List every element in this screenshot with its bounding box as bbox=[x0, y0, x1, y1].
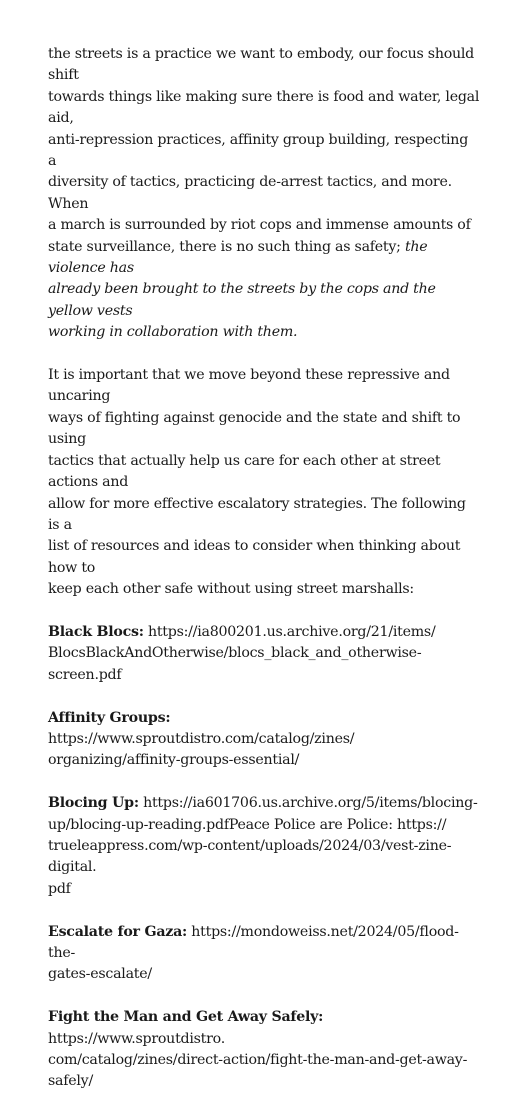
resource-label: Black Blocs: bbox=[48, 623, 144, 640]
resource-affinity-groups bbox=[48, 708, 480, 772]
resource-link[interactable]: pdf bbox=[48, 880, 71, 897]
resource-link[interactable]: https://mondoweiss.net/2024/05/flood-the- bbox=[48, 923, 459, 961]
text-line: anti-repression practices, affinity group building, respecting a bbox=[48, 131, 469, 170]
resource-link[interactable]: safely/ bbox=[48, 1073, 93, 1090]
resource-label: Fight the Man and Get Away Safely: bbox=[48, 1009, 324, 1026]
text-line: towards things like making sure there is food and water, legal aid, bbox=[48, 88, 480, 127]
resource-link[interactable]: https://ia800201.us.archive.org/21/items/ bbox=[143, 623, 436, 640]
text-line: tactics that actually help us care for each other at street actions and bbox=[48, 452, 441, 491]
text-line: diversity of tactics, practicing de-arrest tactics, and more. When bbox=[48, 174, 452, 212]
text-line: allow for more effective escalatory strategies. The following is a bbox=[48, 495, 466, 533]
text-line: a march is surrounded by riot cops and immense amounts of bbox=[48, 217, 471, 234]
paragraph-marshalls-focus bbox=[48, 44, 480, 344]
text-line: ways of fighting against genocide and the state and shift to using bbox=[48, 409, 461, 448]
resource-link[interactable]: organizing/affinity-groups-essential/ bbox=[48, 752, 300, 769]
resource-label: Escalate for Gaza: bbox=[48, 923, 188, 940]
resource-link[interactable]: BlocsBlackAndOtherwise/blocs_black_and_otherwise-screen.pdf bbox=[48, 645, 422, 683]
resource-escalate-for-gaza bbox=[48, 922, 480, 986]
text-line: the streets is a practice we want to embody, our focus should shift bbox=[48, 46, 475, 84]
resource-blocing-up bbox=[48, 793, 480, 900]
italic-text: the violence has bbox=[48, 238, 428, 277]
resource-black-blocs bbox=[48, 622, 480, 686]
resource-link[interactable]: trueleappress.com/wp-content/uploads/2024/03/vest-zine-digital. bbox=[48, 837, 452, 876]
resource-link[interactable]: https://ia601706.us.archive.org/5/items/blocing- bbox=[138, 795, 478, 812]
resource-label: Affinity Groups: bbox=[48, 709, 171, 726]
italic-text: working in collaboration with them. bbox=[48, 324, 298, 341]
resource-label: Blocing Up: bbox=[48, 795, 139, 812]
resource-link[interactable]: up/blocing-up-reading.pdfPeace Police are Police: https:// bbox=[48, 816, 447, 833]
text-line: list of resources and ideas to consider when thinking about how to bbox=[48, 538, 461, 576]
resource-link[interactable]: https://www.sproutdistro.com/catalog/zines/ bbox=[48, 730, 355, 747]
document-page bbox=[48, 44, 480, 1114]
text-line: state surveillance, there is no such thing as safety; bbox=[48, 238, 405, 255]
text-line: It is important that we move beyond these repressive and uncaring bbox=[48, 367, 450, 405]
paragraph-move-beyond bbox=[48, 365, 480, 600]
resource-link[interactable]: gates-escalate/ bbox=[48, 966, 152, 983]
resource-fight-the-man bbox=[48, 1007, 480, 1093]
text-line: keep each other safe without using street marshalls: bbox=[48, 581, 414, 598]
resource-link[interactable]: https://www.sproutdistro. bbox=[48, 1030, 225, 1047]
italic-text: already been brought to the streets by the cops and the yellow vests bbox=[48, 281, 436, 319]
resource-link[interactable]: com/catalog/zines/direct-action/fight-the-man-and-get-away- bbox=[48, 1052, 468, 1068]
